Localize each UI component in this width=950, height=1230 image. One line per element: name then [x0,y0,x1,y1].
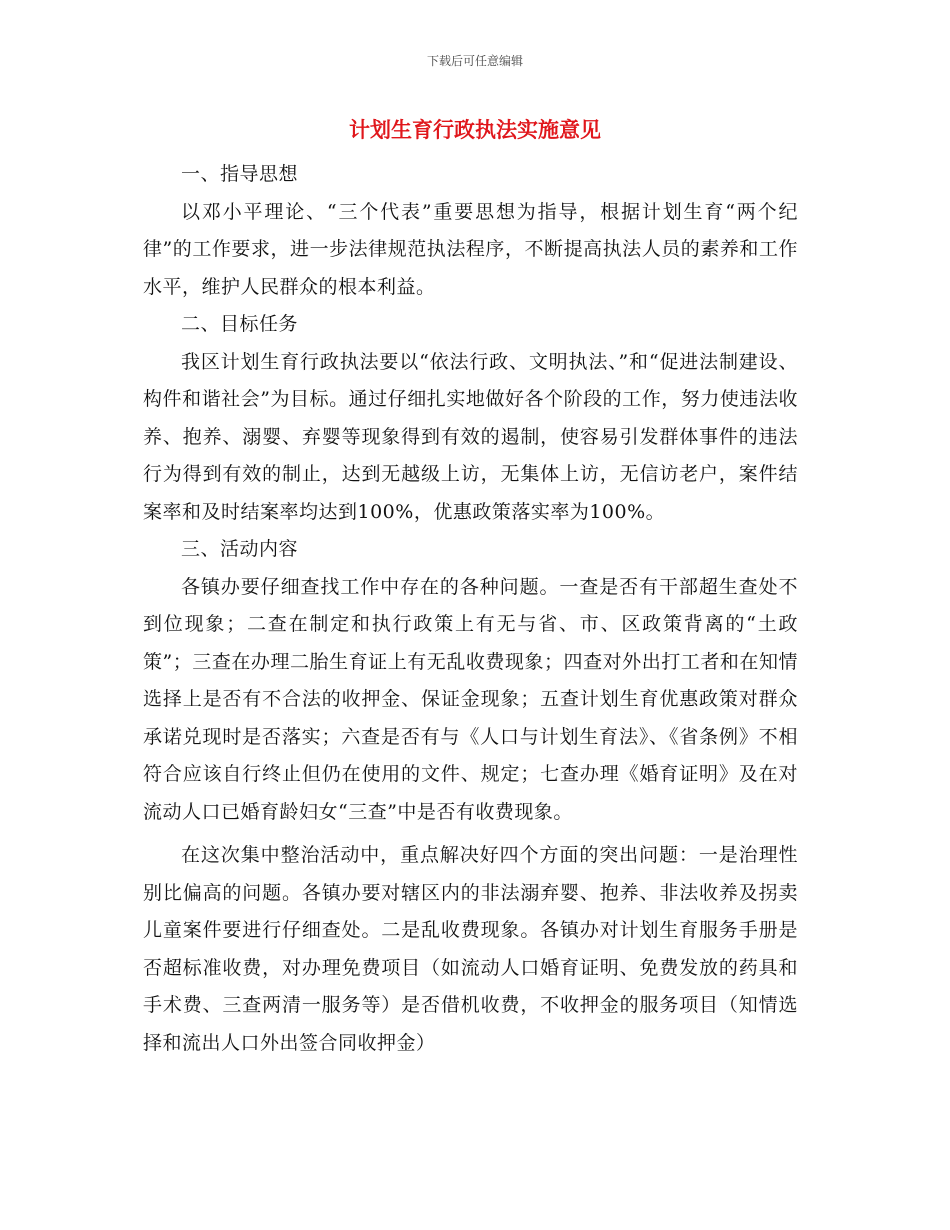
paragraph-guiding: 以邓小平理论、“三个代表”重要思想为指导，根据计划生育“两个纪律”的工作要求，进一步法律规范执法程序，不断提高执法人员的素养和工作水平，维护人民群众的根本利益。 [143,200,798,298]
header-note: 下载后可任意编辑 [426,54,523,68]
document-title: 计划生育行政执法实施意见 [349,118,601,142]
section-heading-guiding: 一、指导思想 [181,163,299,185]
section-heading-goals: 二、目标任务 [181,313,299,335]
section-heading-activities: 三、活动内容 [181,538,299,560]
document-body [143,156,798,1062]
paragraph-focus-issues: 在这次集中整治活动中，重点解决好四个方面的突出问题：一是治理性别比偏高的问题。各镇办要对辖区内的非法溺弃婴、抱养、非法收养及拐卖儿童案件要进行仔细查处。二是乱收费现象。各镇办对计划生育服务手册是否超标准收费，对办理免费项目（如流动人口婚育证明、免费发放的药具和手术费、三查两清一服务等）是否借机收费，不收押金的服务项目（知情选择和流出人口外出签合同收押金） [143,844,798,1054]
paragraph-activities: 各镇办要仔细查找工作中存在的各种问题。一查是否有干部超生查处不到位现象；二查在制定和执行政策上有无与省、市、区政策背离的“土政策”；三查在办理二胎生育证上有无乱收费现象；四查对外出打工者和在知情选择上是否有不合法的收押金、保证金现象；五查计划生育优惠政策对群众承诺兑现时是否落实；六查是否有与《人口与计划生育法》、《省条例》不相符合应该自行终止但仍在使用的文件、规定；七查办理《婚育证明》及在对流动人口已婚育龄妇女“三查”中是否有收费现象。 [143,575,798,823]
paragraph-goals: 我区计划生育行政执法要以“依法行政、文明执法、”和“促进法制建设、构件和谐社会”为目标。通过仔细扎实地做好各个阶段的工作，努力使违法收养、抱养、溺婴、弃婴等现象得到有效的遏制，使容易引发群体事件的违法行为得到有效的制止，达到无越级上访，无集体上访，无信访老户，案件结案率和及时结案率均达到100%，优惠政策落实率为100%。 [143,350,798,523]
